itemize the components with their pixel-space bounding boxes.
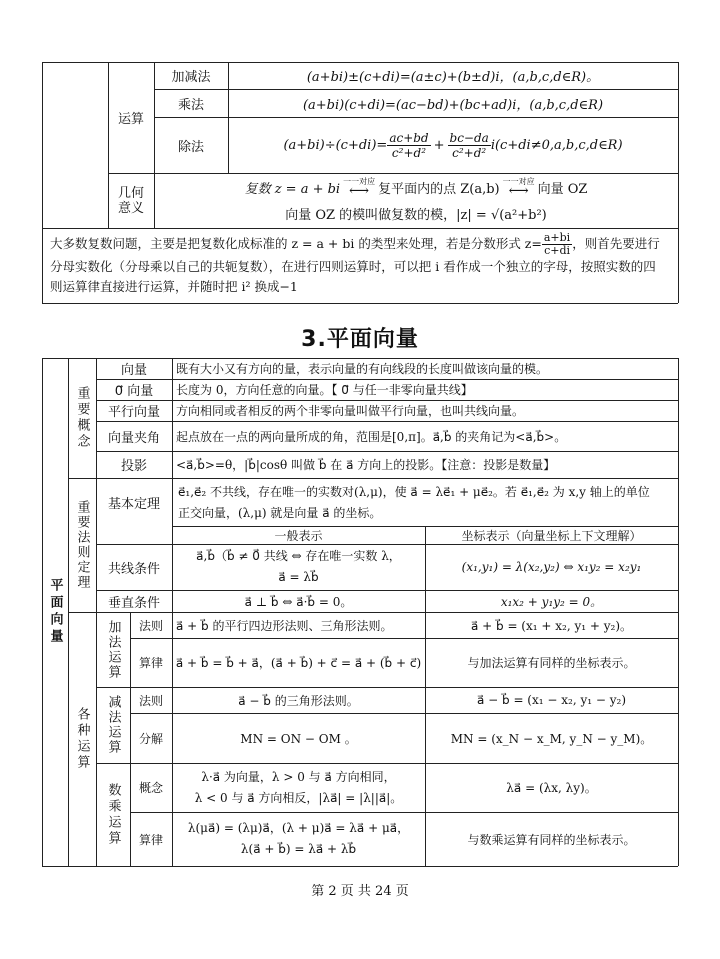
div-prefix: (a+bi)÷(c+di)= [283,137,388,153]
sub-dec-label: 分解 [138,731,163,746]
complex-row-formula-mul: (a+bi)(c+di)=(ac−bd)+(bc+ad)i，(a,b,c,d∈R) [302,97,604,113]
concept-label-vector: 向量 [120,363,147,378]
mul-law-1: λ(μa⃗) = (λμ)a⃗，(λ + μ)a⃗ = λa⃗ + μa⃗， [187,821,410,835]
collinear-general-2: a⃗ = λb⃗ [278,570,319,584]
div-frac2-den: c²+d² [452,145,487,160]
complex-row-label-addsub: 加减法 [171,70,211,85]
collinear-general [172,546,425,588]
add-law-coord: 与加法运算有同样的坐标表示。 [467,656,636,670]
double-arrow-icon: 一一对应 ⟷ [343,177,376,198]
perp-coord: x₁x₂ + y₁y₂ = 0。 [500,594,603,609]
add-rule-label: 法则 [138,618,163,633]
concept-text-zero: 长度为 0，方向任意的向量。【 0⃗ 与任一非零向量共线】 [176,383,473,397]
note-frac-num: a+bi [543,231,571,244]
div-frac1-den: c²+d² [391,145,426,160]
vector-outer-label-text: 平面向量 [47,578,63,646]
concept-label-parallel: 平行向量 [107,405,160,420]
header-coord: 坐标表示（向量坐标上下文理解） [461,528,642,543]
note-frac [542,232,572,257]
add-law-general: a⃗ + b⃗ = b⃗ + a⃗，(a⃗ + b⃗) + c⃗ = a⃗ + (b⃗ + c⃗) [175,656,422,670]
op-group-mul [96,763,130,866]
perp-general: a⃗ ⊥ b⃗ ⇔ a⃗·b⃗ = 0。 [244,594,353,609]
theorem-label-collinear: 共线条件 [107,561,160,577]
vector-outer-label [42,358,68,866]
div-frac-1 [387,131,430,160]
mul-concept-2: λ < 0 与 a⃗ 方向相反，|λa⃗| = |λ||a⃗|。 [194,791,403,805]
arrow-label-1: 一一对应 [343,177,376,186]
complex-row-label-div: 除法 [177,139,204,155]
div-frac2-num: bc−da [449,130,489,145]
sub-dec-general: MN = ON − OM 。 [240,731,357,746]
concept-text-parallel: 方向相同或者相反的两个非零向量叫做平行向量，也叫共线向量。 [176,404,525,418]
complex-group-operation: 运算 [117,112,144,127]
concept-label-projection: 投影 [120,459,147,474]
complex-note [50,232,668,297]
mul-concept-general [172,767,425,809]
concept-text-projection: <a⃗,b⃗>=θ，|b⃗|cosθ 叫做 b⃗ 在 a⃗ 方向上的投影。【注意：投影是数量】 [176,458,556,472]
complex-group-geometry-text: 几何 意义 [117,185,144,216]
page-footer: 第 2 页 共 24 页 [311,884,409,899]
op-group-sub [96,687,130,763]
complex-row-formula-div: (a+bi)÷(c+di)= $\frac{ac+bd}{\text{c²+d²}}$ + $\frac{bc-da}{\text{c²+d²}}$ i(c+di≠0,a,b,c,d∈R) [283,130,623,160]
geometry-line-1 [154,176,678,198]
add-law-label: 算律 [138,656,163,670]
mul-law-2: λ(a⃗ + b⃗) = λa⃗ + λb⃗ [240,842,357,856]
op-group-sub-text: 减法运算 [105,695,121,755]
op-group-mul-text: 数乘运算 [105,782,121,847]
concept-label-angle: 向量夹角 [107,430,160,446]
header-general: 一般表示 [274,528,323,543]
group-theorems-text: 重要法则定理 [74,500,90,590]
div-frac1-num: ac+bd [389,130,429,145]
group-concepts-text: 重要概念 [74,386,90,450]
mul-concept-label: 概念 [138,781,163,795]
arrow-label-2: 一一对应 [502,177,535,186]
add-rule-general: a⃗ + b⃗ 的平行四边形法则、三角形法则。 [176,618,393,633]
mul-law-coord: 与数乘运算有同样的坐标表示。 [467,832,636,847]
geometry-vector: 向量 OZ [537,181,588,197]
sub-rule-label: 法则 [138,693,163,708]
group-ops [68,612,96,866]
note-frac-den: c+di [544,244,570,257]
mul-concept-1: λ·a⃗ 为向量，λ > 0 与 a⃗ 方向相同， [201,770,396,784]
sub-rule-coord: a⃗ − b⃗ = (x₁ − x₂, y₁ − y₂) [476,693,627,707]
collinear-general-1: a⃗,b⃗（b⃗ ≠ 0⃗ 共线 ⇔ 存在唯一实数 λ， [196,549,401,563]
theorem-label-perp: 垂直条件 [107,595,160,611]
div-frac-2 [448,131,491,160]
op-group-add-text: 加法运算 [105,619,121,680]
complex-note-part2: ，则首先要进行分母实数化（分母乘以自己的共轭复数），在进行四则运算时，可以把 i 看作成一个独立的字母，按照实数的四则运算律直接进行运算，并随时把 i² 换成−1 [50,236,660,294]
mul-law-general [172,818,425,860]
div-suffix: i(c+di≠0,a,b,c,d∈R) [490,137,623,153]
complex-row-formula-addsub: (a+bi)±(c+di)=(a±c)+(b±d)i，(a,b,c,d∈R)。 [306,70,600,85]
complex-group-geometry [108,173,154,228]
sub-rule-general: a⃗ − b⃗ 的三角形法则。 [238,693,359,708]
complex-note-part1: 大多数复数问题，主要是把复数化成标准的 z = a + bi 的类型来处理，若是分数形式 z= [50,236,542,251]
geometry-line-2: 向量 OZ 的模叫做复数的模，|z| = √(a²+b²) [285,207,547,223]
mul-law-label: 算律 [138,832,163,847]
concept-text-angle: 起点放在一点的两向量所成的角，范围是[0,π]。a⃗,b⃗ 的夹角记为<a⃗,b⃗>。 [176,429,567,444]
theorem-text-basic-2: 正交向量，(λ,μ) 就是向量 a⃗ 的坐标。 [178,506,382,520]
concept-text-vector: 既有大小又有方向的量，表示向量的有向线段的长度叫做该向量的模。 [176,362,549,376]
mul-concept-coord: λa⃗ = (λx, λy)。 [506,781,597,795]
op-group-add [96,612,130,687]
geometry-complex: 复数 z = a + bi [244,181,341,197]
group-theorems [68,478,96,612]
concept-label-zero: 0⃗ 向量 [114,384,154,399]
theorem-text-basic-1: e⃗₁,e⃗₂ 不共线，存在唯一的实数对(λ,μ)，使 a⃗ = λe⃗₁ + μe⃗₂。若 e⃗₁,e⃗₂ 为 x,y 轴上的单位 [178,485,650,499]
theorem-label-basic: 基本定理 [107,496,160,512]
section-title: 3.平面向量 [301,327,419,352]
group-concepts [68,358,96,478]
geometry-point: 复平面内的点 Z(a,b) [378,181,500,197]
add-rule-coord: a⃗ + b⃗ = (x₁ + x₂, y₁ + y₂)。 [470,618,633,633]
complex-row-label-mul: 乘法 [177,97,204,113]
group-ops-text: 各种运算 [74,707,90,771]
collinear-coord: (x₁,y₁) = λ(x₂,y₂) ⇔ x₁y₂ = x₂y₁ [461,560,642,574]
sub-dec-coord: MN = (x_N − x_M, y_N − y_M)。 [450,731,653,746]
theorem-text-basic [178,482,674,524]
double-arrow-icon-2: 一一对应 ⟷ [502,177,535,198]
